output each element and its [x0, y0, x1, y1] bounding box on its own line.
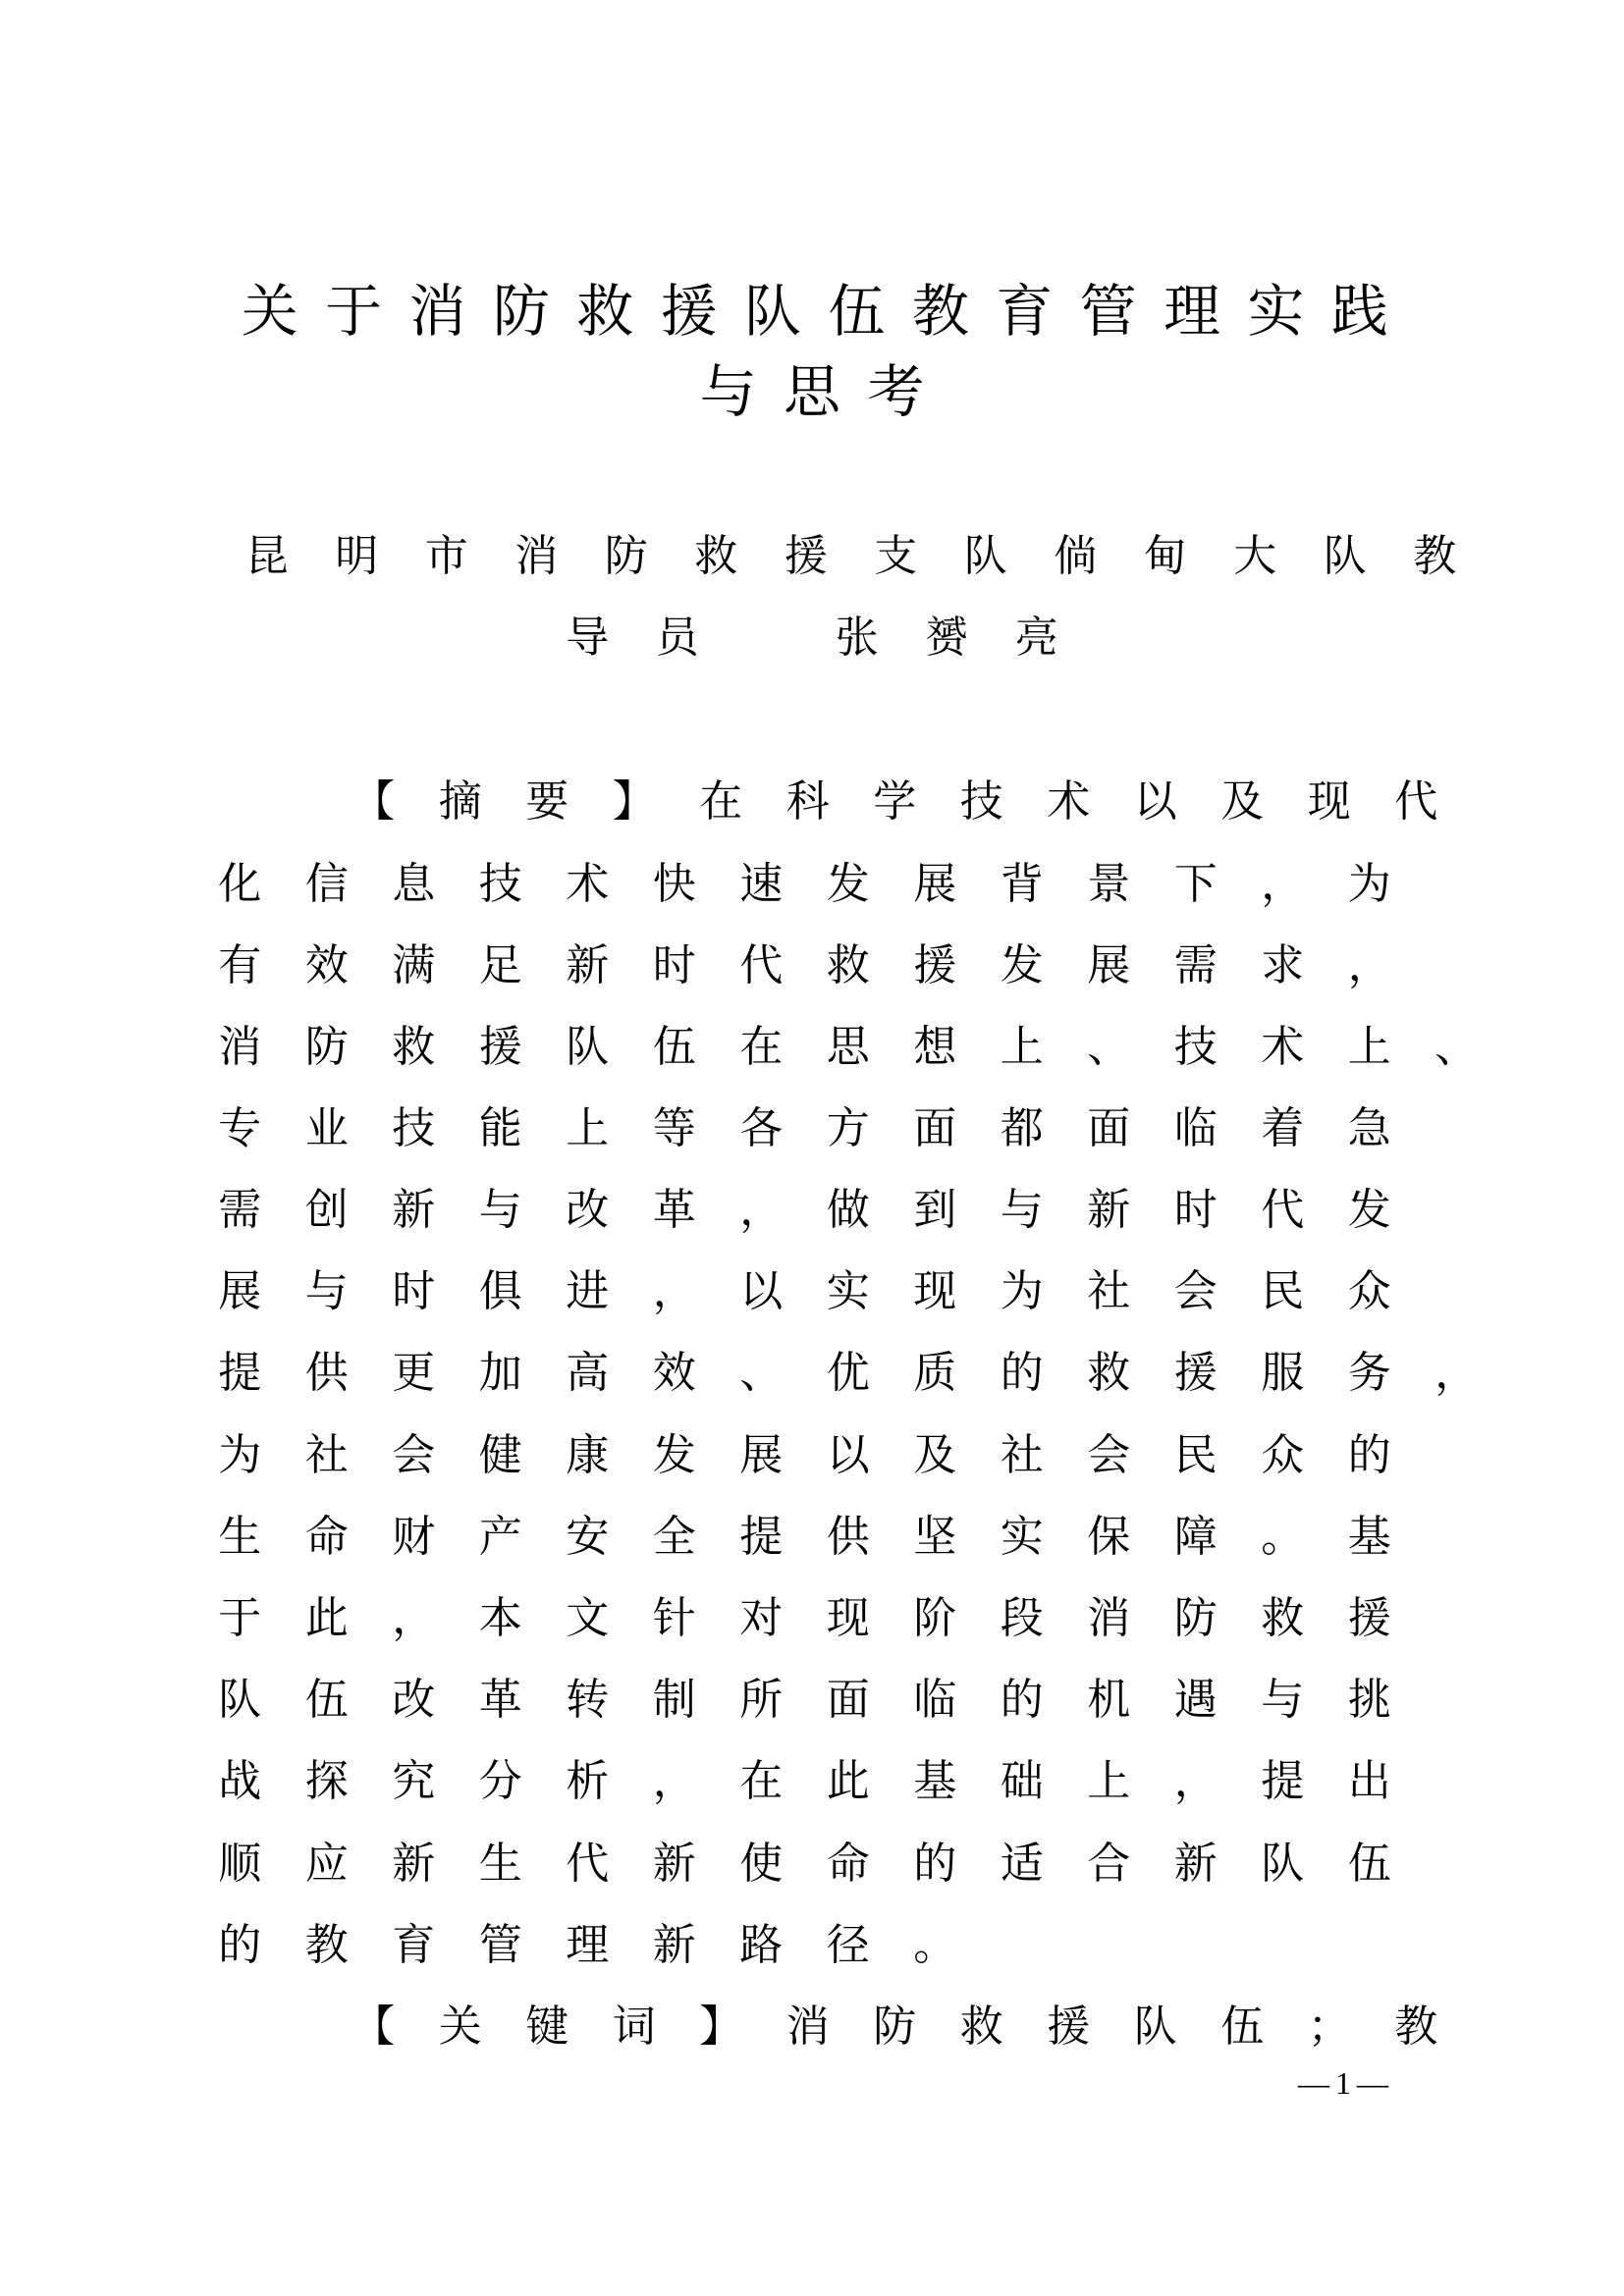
abstract-line: 化 信 息 技 术 快 速 发 展 背 景 下 ， 为: [218, 859, 1391, 909]
abstract-line: 展 与 时 俱 进 ， 以 实 现 为 社 会 民 众: [218, 1266, 1391, 1316]
abstract-line: 提 供 更 加 高 效 、 优 质 的 救 援 服 务 ，: [218, 1348, 1479, 1398]
abstract-line: 专 业 技 能 上 等 各 方 面 都 面 临 着 急: [218, 1103, 1391, 1153]
abstract-line: 【 摘 要 】 在 科 学 技 术 以 及 现 代: [352, 776, 1438, 827]
abstract-line: 于 此 ， 本 文 针 对 现 阶 段 消 防 救 援: [218, 1593, 1391, 1643]
title-line-1: 关 于 消 防 救 援 队 伍 教 育 管 理 实 践: [241, 278, 1388, 345]
keywords-line: 【 关 键 词 】 消 防 救 援 队 伍 ； 教: [352, 2002, 1438, 2052]
abstract-line: 有 效 满 足 新 时 代 救 援 发 展 需 求 ，: [218, 940, 1391, 990]
page-number: —1—: [1298, 2065, 1394, 2101]
abstract-line: 的 教 育 管 理 新 路 径 。: [218, 1920, 957, 1970]
author-line-1: 昆 明 市 消 防 救 援 支 队 倘 甸 大 队 教: [244, 531, 1457, 581]
abstract-line: 为 社 会 健 康 发 展 以 及 社 会 民 众 的: [218, 1430, 1391, 1480]
abstract-line: 顺 应 新 生 代 新 使 命 的 适 合 新 队 伍: [218, 1839, 1391, 1889]
author-line-2: 导 员 张 赟 亮: [566, 613, 1058, 663]
abstract-line: 战 探 究 分 析 ， 在 此 基 础 上 ， 提 出: [218, 1756, 1391, 1806]
abstract-line: 需 创 新 与 改 革 ， 做 到 与 新 时 代 发: [218, 1185, 1391, 1235]
abstract-line: 生 命 财 产 安 全 提 供 坚 实 保 障 。 基: [218, 1512, 1391, 1562]
abstract-line: 队 伍 改 革 转 制 所 面 临 的 机 遇 与 挑: [218, 1675, 1391, 1725]
abstract-line: 消 防 救 援 队 伍 在 思 想 上 、 技 术 上 、: [218, 1022, 1479, 1072]
title-line-2: 与 思 考: [699, 358, 925, 425]
